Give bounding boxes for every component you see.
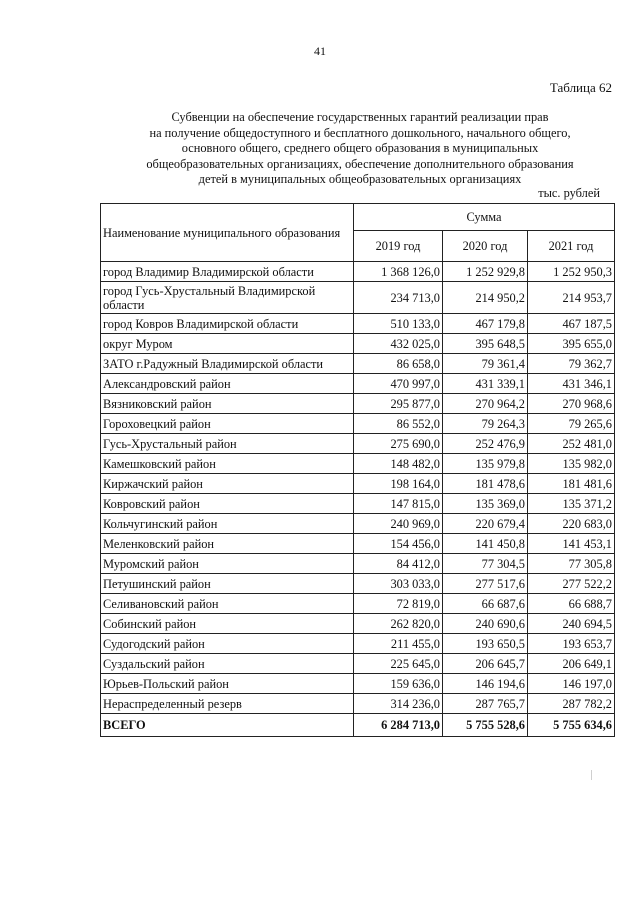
value-2021: 206 649,1 bbox=[528, 654, 615, 674]
column-header-2019: 2019 год bbox=[354, 231, 443, 262]
value-2021: 431 346,1 bbox=[528, 374, 615, 394]
value-2020: 270 964,2 bbox=[443, 394, 528, 414]
value-2020: 77 304,5 bbox=[443, 554, 528, 574]
value-2020: 431 339,1 bbox=[443, 374, 528, 394]
value-2020: 214 950,2 bbox=[443, 282, 528, 314]
value-2021: 467 187,5 bbox=[528, 314, 615, 334]
value-2021: 395 655,0 bbox=[528, 334, 615, 354]
table-row bbox=[101, 554, 615, 574]
value-2020: 252 476,9 bbox=[443, 434, 528, 454]
table-row bbox=[101, 514, 615, 534]
value-2021: 141 453,1 bbox=[528, 534, 615, 554]
value-2021: 252 481,0 bbox=[528, 434, 615, 454]
table-row bbox=[101, 454, 615, 474]
caption-line: общеобразовательных организациях, обеспечение дополнительного образования bbox=[146, 156, 574, 171]
row-name: Гусь-Хрустальный район bbox=[101, 434, 354, 454]
caption-line: на получение общедоступного и бесплатного дошкольного, начального общего, bbox=[149, 125, 571, 140]
table-row bbox=[101, 594, 615, 614]
row-name: Нераспределенный резерв bbox=[101, 694, 354, 714]
value-2019: 1 368 126,0 bbox=[354, 262, 443, 282]
caption-line: основного общего, среднего общего образования в муниципальных bbox=[181, 141, 539, 156]
value-2020: 220 679,4 bbox=[443, 514, 528, 534]
value-2019: 470 997,0 bbox=[354, 374, 443, 394]
value-2019: 86 552,0 bbox=[354, 414, 443, 434]
value-2021: 66 688,7 bbox=[528, 594, 615, 614]
value-2019: 86 658,0 bbox=[354, 354, 443, 374]
value-2021: 79 265,6 bbox=[528, 414, 615, 434]
value-2020: 141 450,8 bbox=[443, 534, 528, 554]
total-2020: 5 755 528,6 bbox=[443, 714, 528, 737]
value-2020: 66 687,6 bbox=[443, 594, 528, 614]
column-header-2020: 2020 год bbox=[443, 231, 528, 262]
value-2021: 79 362,7 bbox=[528, 354, 615, 374]
subsidies-table bbox=[100, 203, 615, 737]
value-2019: 295 877,0 bbox=[354, 394, 443, 414]
value-2019: 147 815,0 bbox=[354, 494, 443, 514]
value-2021: 270 968,6 bbox=[528, 394, 615, 414]
table-row bbox=[101, 474, 615, 494]
value-2021: 214 953,7 bbox=[528, 282, 615, 314]
value-2019: 432 025,0 bbox=[354, 334, 443, 354]
row-name: Селивановский район bbox=[101, 594, 354, 614]
row-name: Меленковский район bbox=[101, 534, 354, 554]
value-2021: 135 371,2 bbox=[528, 494, 615, 514]
value-2019: 84 412,0 bbox=[354, 554, 443, 574]
table-row bbox=[101, 394, 615, 414]
table-row bbox=[101, 262, 615, 282]
row-name: Александровский район bbox=[101, 374, 354, 394]
table-row bbox=[101, 614, 615, 634]
row-name: Собинский район bbox=[101, 614, 354, 634]
table-body bbox=[101, 262, 615, 737]
value-2019: 154 456,0 bbox=[354, 534, 443, 554]
value-2020: 240 690,6 bbox=[443, 614, 528, 634]
value-2019: 211 455,0 bbox=[354, 634, 443, 654]
table-row bbox=[101, 654, 615, 674]
units-label: тыс. рублей bbox=[538, 186, 600, 200]
row-name: Камешковский район bbox=[101, 454, 354, 474]
table-row bbox=[101, 314, 615, 334]
table-row bbox=[101, 534, 615, 554]
value-2019: 303 033,0 bbox=[354, 574, 443, 594]
row-name: Юрьев-Польский район bbox=[101, 674, 354, 694]
value-2019: 240 969,0 bbox=[354, 514, 443, 534]
table-caption bbox=[100, 110, 620, 188]
table-row bbox=[101, 434, 615, 454]
table-row bbox=[101, 334, 615, 354]
total-row bbox=[101, 714, 615, 737]
value-2019: 159 636,0 bbox=[354, 674, 443, 694]
table-row bbox=[101, 414, 615, 434]
value-2020: 135 979,8 bbox=[443, 454, 528, 474]
table-row bbox=[101, 374, 615, 394]
row-name: Вязниковский район bbox=[101, 394, 354, 414]
value-2021: 135 982,0 bbox=[528, 454, 615, 474]
value-2020: 277 517,6 bbox=[443, 574, 528, 594]
value-2019: 198 164,0 bbox=[354, 474, 443, 494]
page-number: 41 bbox=[314, 44, 326, 58]
row-name: город Владимир Владимирской области bbox=[101, 262, 354, 282]
row-name: Судогодский район bbox=[101, 634, 354, 654]
value-2020: 395 648,5 bbox=[443, 334, 528, 354]
value-2021: 240 694,5 bbox=[528, 614, 615, 634]
value-2020: 193 650,5 bbox=[443, 634, 528, 654]
value-2020: 79 264,3 bbox=[443, 414, 528, 434]
value-2021: 193 653,7 bbox=[528, 634, 615, 654]
table-row bbox=[101, 494, 615, 514]
value-2019: 72 819,0 bbox=[354, 594, 443, 614]
value-2020: 1 252 929,8 bbox=[443, 262, 528, 282]
value-2019: 275 690,0 bbox=[354, 434, 443, 454]
caption-line: Субвенции на обеспечение государственных гарантий реализации прав bbox=[171, 110, 549, 124]
value-2021: 77 305,8 bbox=[528, 554, 615, 574]
row-name: Киржачский район bbox=[101, 474, 354, 494]
value-2021: 277 522,2 bbox=[528, 574, 615, 594]
row-name: ЗАТО г.Радужный Владимирской области bbox=[101, 354, 354, 374]
value-2021: 220 683,0 bbox=[528, 514, 615, 534]
total-label: ВСЕГО bbox=[101, 714, 354, 737]
row-name: округ Муром bbox=[101, 334, 354, 354]
value-2020: 206 645,7 bbox=[443, 654, 528, 674]
row-name: город Гусь-Хрустальный Владимирской области bbox=[101, 282, 354, 314]
row-name: город Ковров Владимирской области bbox=[101, 314, 354, 334]
table-row bbox=[101, 354, 615, 374]
row-name: Суздальский район bbox=[101, 654, 354, 674]
value-2019: 262 820,0 bbox=[354, 614, 443, 634]
value-2019: 148 482,0 bbox=[354, 454, 443, 474]
total-2019: 6 284 713,0 bbox=[354, 714, 443, 737]
table-row bbox=[101, 282, 615, 314]
table-row bbox=[101, 634, 615, 654]
column-header-sum: Сумма bbox=[354, 204, 615, 231]
table-row bbox=[101, 574, 615, 594]
value-2019: 510 133,0 bbox=[354, 314, 443, 334]
caption-line: детей в муниципальных общеобразовательных организациях bbox=[198, 172, 522, 187]
value-2020: 146 194,6 bbox=[443, 674, 528, 694]
value-2021: 181 481,6 bbox=[528, 474, 615, 494]
value-2021: 287 782,2 bbox=[528, 694, 615, 714]
row-name: Гороховецкий район bbox=[101, 414, 354, 434]
value-2020: 287 765,7 bbox=[443, 694, 528, 714]
value-2019: 234 713,0 bbox=[354, 282, 443, 314]
row-name: Муромский район bbox=[101, 554, 354, 574]
value-2021: 146 197,0 bbox=[528, 674, 615, 694]
scan-mark bbox=[591, 770, 592, 780]
value-2020: 135 369,0 bbox=[443, 494, 528, 514]
column-header-name: Наименование муниципального образования bbox=[101, 204, 354, 262]
row-name: Петушинский район bbox=[101, 574, 354, 594]
column-header-2021: 2021 год bbox=[528, 231, 615, 262]
value-2020: 79 361,4 bbox=[443, 354, 528, 374]
value-2019: 314 236,0 bbox=[354, 694, 443, 714]
table-row bbox=[101, 674, 615, 694]
row-name: Ковровский район bbox=[101, 494, 354, 514]
total-2021: 5 755 634,6 bbox=[528, 714, 615, 737]
value-2020: 181 478,6 bbox=[443, 474, 528, 494]
value-2021: 1 252 950,3 bbox=[528, 262, 615, 282]
table-row bbox=[101, 694, 615, 714]
value-2020: 467 179,8 bbox=[443, 314, 528, 334]
table-label: Таблица 62 bbox=[549, 80, 612, 95]
row-name: Кольчугинский район bbox=[101, 514, 354, 534]
value-2019: 225 645,0 bbox=[354, 654, 443, 674]
